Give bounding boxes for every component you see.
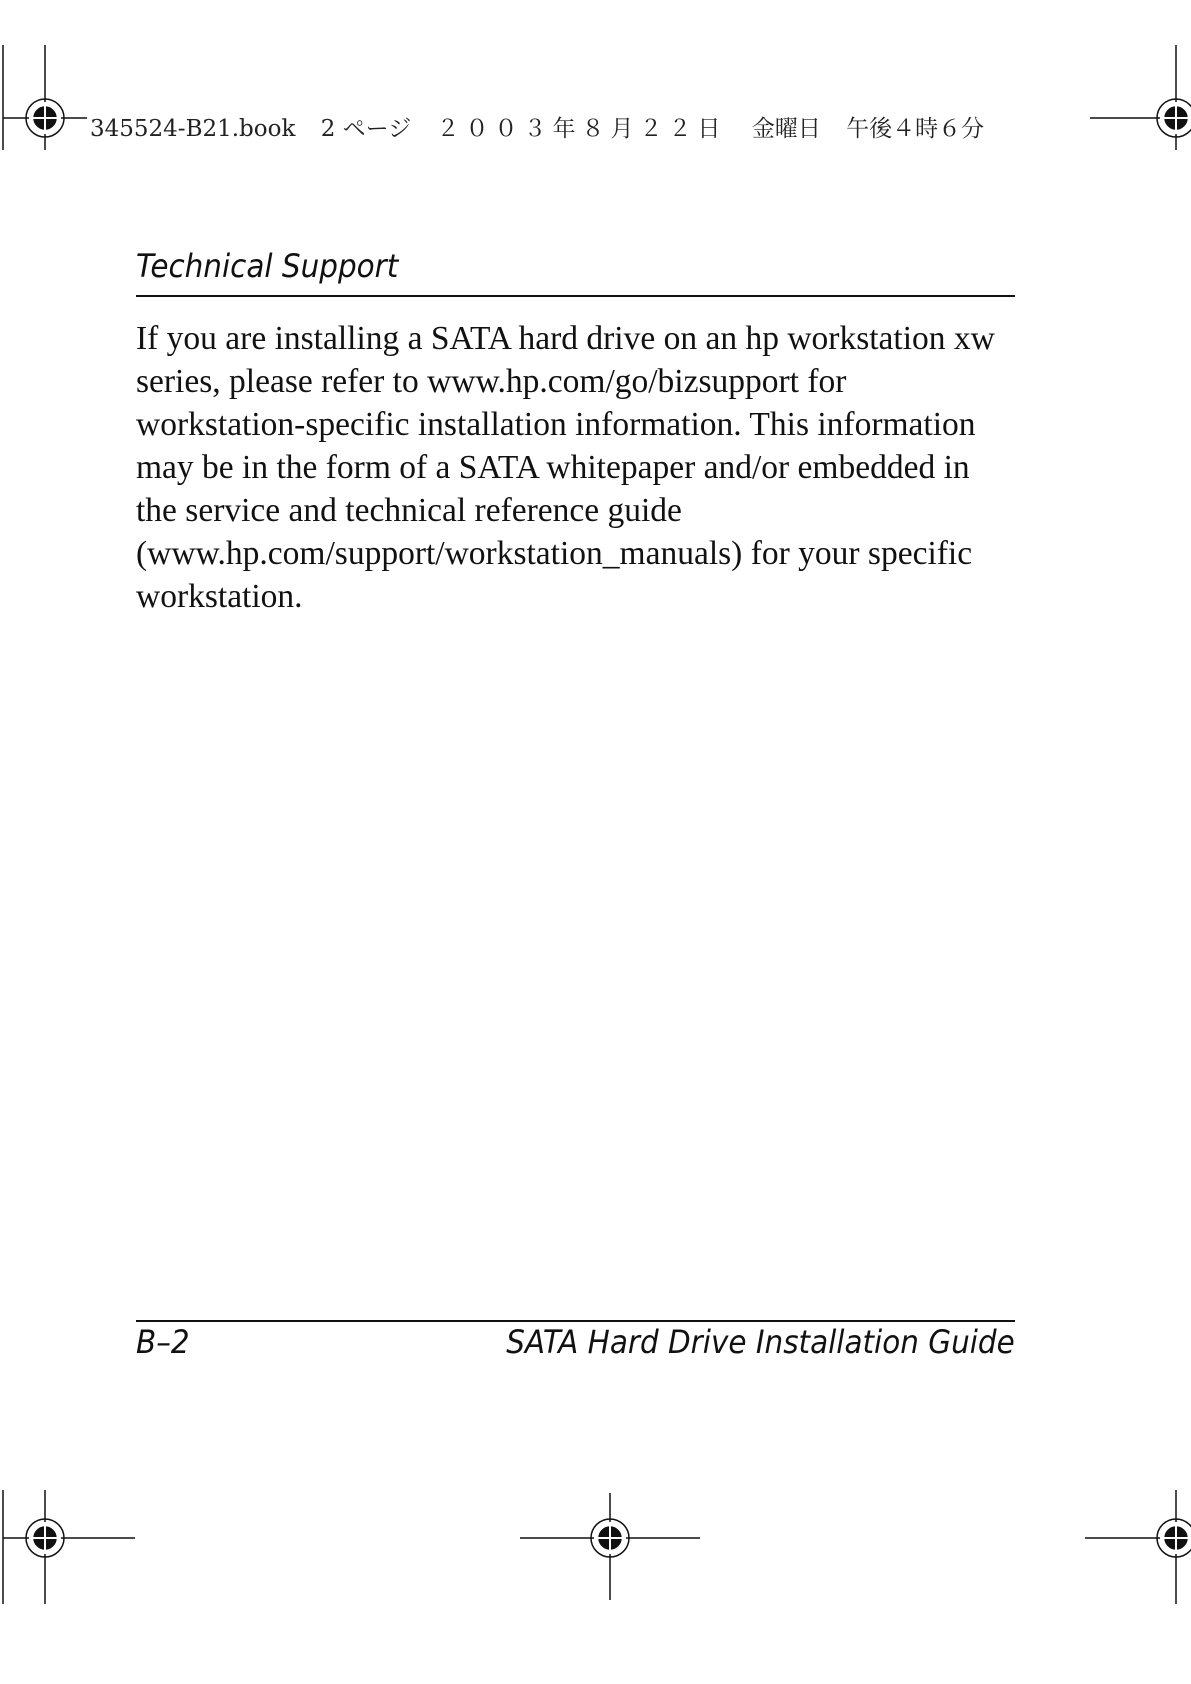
body-line: series, please refer to www.hp.com/go/bizsupport for [136,363,847,400]
slug-filename: 345524-B21.book [90,116,296,142]
body-line: If you are installing a SATA hard drive on an hp workstation xw [136,320,995,357]
slug-date: ２００３年８月２２日 [436,116,727,142]
footer-guide-title: SATA Hard Drive Installation Guide [506,1323,1015,1361]
slug-weekday: 金曜日 [751,116,821,142]
body-line: workstation. [136,578,303,615]
section-title: Technical Support [136,247,399,285]
registration-mark-bottom-right [1085,1490,1191,1604]
footer-page-number: B–2 [136,1323,190,1361]
print-slug [90,110,1002,143]
slug-time: 午後４時６分 [846,116,985,142]
footer-rule [136,1320,1015,1322]
body-line: may be in the form of a SATA whitepaper and/or embedded in [136,449,970,486]
registration-mark-bottom-left [3,1490,135,1604]
heading-rule [136,295,1015,297]
registration-mark-top-right [1090,45,1191,150]
slug-page: 2 ページ [320,116,412,142]
registration-mark-bottom-center [520,1493,700,1600]
body-paragraph [136,317,1036,618]
body-line: the service and technical reference guide [136,492,682,529]
body-line: (www.hp.com/support/workstation_manuals) for your specific [136,535,973,572]
registration-mark-top-left [3,45,87,150]
body-line: workstation-specific installation information. This information [136,406,976,443]
